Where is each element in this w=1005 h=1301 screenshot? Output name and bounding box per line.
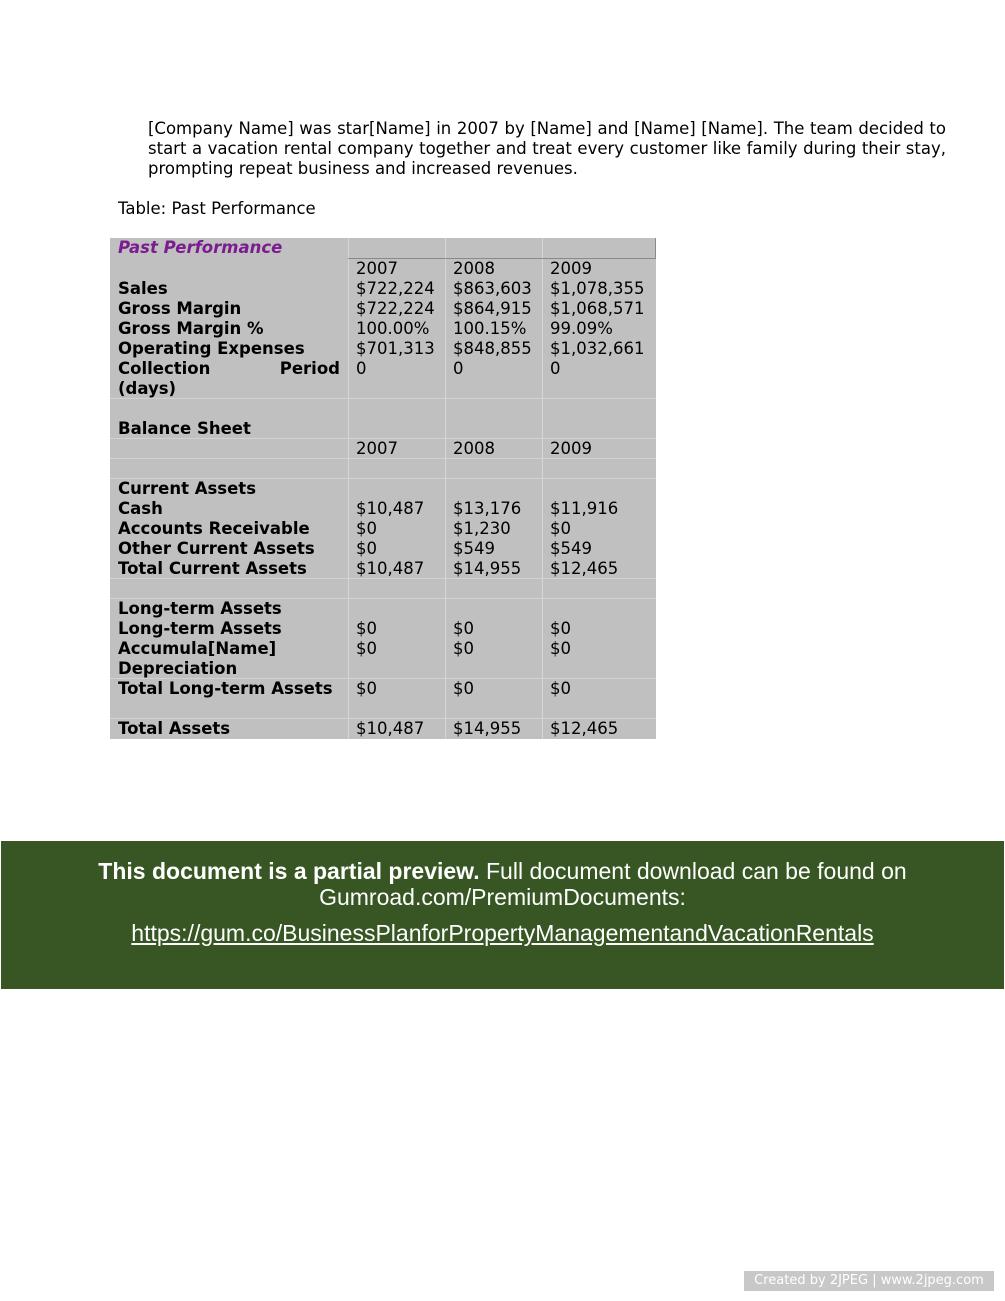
row-label-part: Accumula[Name] [118, 639, 277, 658]
section-heading-row [110, 419, 656, 439]
cell-value: $10,487 [356, 499, 425, 518]
cell-value: $0 [356, 639, 377, 658]
cell-value: $549 [453, 539, 495, 558]
section-heading-row [110, 479, 656, 499]
row-label: Operating Expenses [118, 339, 305, 358]
cell-value: $1,230 [453, 519, 511, 538]
intro-paragraph: [Company Name] was star[Name] in 2007 by [Name] and [Name] [Name]. The team decided to start a vacation rental company together and treat every customer like family during their stay, prompting repeat business and increased revenues. [148, 119, 946, 178]
section-heading: Current Assets [118, 479, 257, 498]
cell-value: $0 [453, 639, 474, 658]
preview-notice-text: Full document download can be found on [486, 858, 907, 884]
cell-value: $10,487 [356, 719, 425, 738]
cell-value: 100.15% [453, 319, 527, 338]
cell-value: 99.09% [550, 319, 613, 338]
year-header: 2008 [453, 259, 495, 278]
year-header: 2007 [356, 439, 398, 458]
cell-value: $848,855 [453, 339, 532, 358]
cell-value: 0 [453, 359, 464, 378]
cell-value: $1,078,355 [550, 279, 645, 298]
table-row [110, 519, 656, 539]
section-heading: Balance Sheet [118, 419, 251, 438]
cell-value: $701,313 [356, 339, 435, 358]
cell-value: $0 [453, 619, 474, 638]
cell-value: $10,487 [356, 559, 425, 578]
table-row [110, 499, 656, 519]
row-label [110, 359, 348, 399]
cell-value: $0 [550, 679, 571, 698]
row-label [110, 639, 348, 679]
cell-value: $11,916 [550, 499, 619, 518]
table-row [110, 559, 656, 579]
table-row [110, 359, 656, 399]
year-header: 2008 [453, 439, 495, 458]
cell-value: 0 [356, 359, 367, 378]
row-label-part: Collection [118, 359, 211, 378]
cell-value: $12,465 [550, 559, 619, 578]
row-label-part: (days) [118, 379, 177, 398]
preview-notice-bold: This document is a partial preview. [98, 858, 480, 884]
row-label: Accounts Receivable [118, 519, 310, 538]
preview-notice-source: Gumroad.com/PremiumDocuments: [319, 884, 686, 910]
cell-value: $14,955 [453, 559, 522, 578]
row-label: Total Current Assets [118, 559, 307, 578]
row-label: Gross Margin [118, 299, 242, 318]
cell-value: 100.00% [356, 319, 430, 338]
table-caption: Table: Past Performance [118, 199, 316, 218]
row-label: Cash [118, 499, 163, 518]
table-row [110, 639, 656, 679]
row-label: Total Long-term Assets [118, 679, 333, 698]
cell-value: $0 [550, 639, 571, 658]
cell-value: $864,915 [453, 299, 532, 318]
row-label-part: Period [279, 359, 340, 378]
cell-value: $0 [356, 679, 377, 698]
row-label: Total Assets [118, 719, 231, 738]
row-label: Gross Margin % [118, 319, 264, 338]
table-title: Past Performance [118, 238, 283, 257]
cell-value: $0 [356, 619, 377, 638]
table-row [110, 339, 656, 359]
cell-value: $13,176 [453, 499, 522, 518]
cell-value: $722,224 [356, 279, 435, 298]
cell-value: $1,032,661 [550, 339, 645, 358]
cell-value: $549 [550, 539, 592, 558]
row-label: Sales [118, 279, 168, 298]
year-header: 2007 [356, 259, 398, 278]
year-header-row [110, 259, 656, 279]
cell-value: $722,224 [356, 299, 435, 318]
row-label-part: Depreciation [118, 659, 238, 678]
year-header: 2009 [550, 439, 592, 458]
cell-value: $0 [550, 619, 571, 638]
cell-value: $1,068,571 [550, 299, 645, 318]
watermark: Created by 2JPEG | www.2jpeg.com [744, 1271, 994, 1291]
row-label: Long-term Assets [118, 619, 282, 638]
cell-value: 0 [550, 359, 561, 378]
download-link[interactable]: https://gum.co/BusinessPlanforPropertyManagementandVacationRentals [131, 920, 874, 946]
cell-value: $0 [453, 679, 474, 698]
cell-value: $12,465 [550, 719, 619, 738]
cell-value: $0 [356, 539, 377, 558]
table-title-row [110, 238, 656, 258]
cell-value: $0 [550, 519, 571, 538]
table-row [110, 619, 656, 639]
cell-value: $0 [356, 519, 377, 538]
section-heading: Long-term Assets [118, 599, 282, 618]
year-header-row [110, 439, 656, 459]
table-row [110, 539, 656, 559]
table-row [110, 299, 656, 319]
table-row [110, 719, 656, 739]
table-row [110, 319, 656, 339]
cell-value: $14,955 [453, 719, 522, 738]
table-row [110, 679, 656, 699]
year-header: 2009 [550, 259, 592, 278]
past-performance-table [110, 238, 656, 739]
row-label: Other Current Assets [118, 539, 315, 558]
table-row [110, 279, 656, 299]
cell-value: $863,603 [453, 279, 532, 298]
preview-notice [1, 858, 1004, 910]
section-heading-row [110, 599, 656, 619]
preview-banner [1, 841, 1004, 989]
